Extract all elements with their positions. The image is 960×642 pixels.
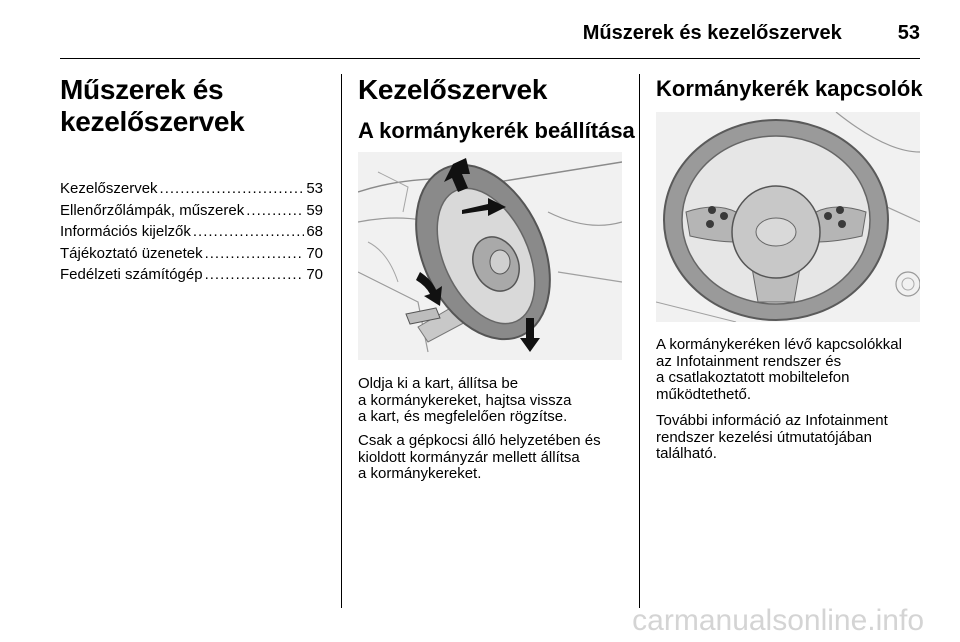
text-line: az Infotainment rendszer és <box>656 352 842 370</box>
header-rule <box>60 58 920 59</box>
toc-entry[interactable] <box>60 264 323 286</box>
page-number: 53 <box>897 21 920 44</box>
toc-label: Tájékoztató üzenetek <box>60 244 203 262</box>
toc-label: Kezelőszervek <box>60 180 158 197</box>
toc-page: 68 <box>306 223 323 240</box>
chapter-title-line: Műszerek és <box>60 74 224 105</box>
steering-adjust-illustration <box>358 152 622 360</box>
toc-entry[interactable] <box>60 200 323 222</box>
text-line: működtethető. <box>656 385 752 403</box>
column-divider-2 <box>639 74 640 608</box>
steering-adjust-drawing <box>358 152 622 360</box>
text-line: rendszer kezelési útmutatójában <box>656 428 872 446</box>
toc-entry[interactable] <box>60 243 323 265</box>
toc-page: 53 <box>306 180 323 197</box>
steering-adjust-paragraph-2 <box>358 433 628 483</box>
text-line: Oldja ki a kart, állítsa be <box>358 375 519 392</box>
text-line: kioldott kormányzár mellett állítsa <box>358 448 580 466</box>
steering-wheel-drawing <box>656 112 920 322</box>
toc-label: Ellenőrzőlámpák, műszerek <box>60 201 245 219</box>
text-line: a kart, és megfelelően rögzítse. <box>358 408 568 425</box>
toc-entry[interactable] <box>60 221 323 243</box>
chapter-title <box>60 74 330 138</box>
chapter-title-line: kezelőszervek <box>60 106 245 137</box>
toc-page: 70 <box>306 266 323 283</box>
toc-leader <box>193 221 304 243</box>
toc-label: Információs kijelzők <box>60 223 191 240</box>
steering-adjust-paragraph-1 <box>358 376 628 426</box>
subsection-title-steering-switches: Kormánykerék kapcsolók <box>656 76 923 101</box>
steering-switches-paragraph-2 <box>656 413 924 463</box>
text-line: a kormánykereket, hajtsa vissza <box>358 391 572 409</box>
toc-label: Fedélzeti számítógép <box>60 266 203 283</box>
text-line: a kormánykereket. <box>358 465 482 482</box>
steering-switches-paragraph-1 <box>656 337 924 403</box>
text-line: További információ az Infotainment <box>656 412 888 429</box>
toc-leader <box>160 178 305 200</box>
toc-leader <box>205 264 305 286</box>
toc-page: 59 <box>306 201 323 219</box>
toc-leader <box>246 200 304 222</box>
toc-entry[interactable] <box>60 178 323 200</box>
text-line: a csatlakoztatott mobiltelefon <box>656 369 850 386</box>
toc-leader <box>205 243 305 265</box>
subsection-title-steering-adjust: A kormánykerék beállítása <box>358 118 635 143</box>
text-line: A kormánykeréken lévő kapcsolókkal <box>656 336 902 353</box>
steering-switches-illustration <box>656 112 920 322</box>
running-header <box>60 18 920 48</box>
column-divider-1 <box>341 74 342 608</box>
toc-page: 70 <box>306 244 323 262</box>
table-of-contents <box>60 178 323 286</box>
text-line: található. <box>656 445 717 462</box>
running-header-title: Műszerek és kezelőszervek <box>582 21 842 44</box>
section-title: Kezelőszervek <box>358 74 548 105</box>
text-line: Csak a gépkocsi álló helyzetében és <box>358 432 601 449</box>
watermark: carmanualsonline.info <box>632 604 924 637</box>
